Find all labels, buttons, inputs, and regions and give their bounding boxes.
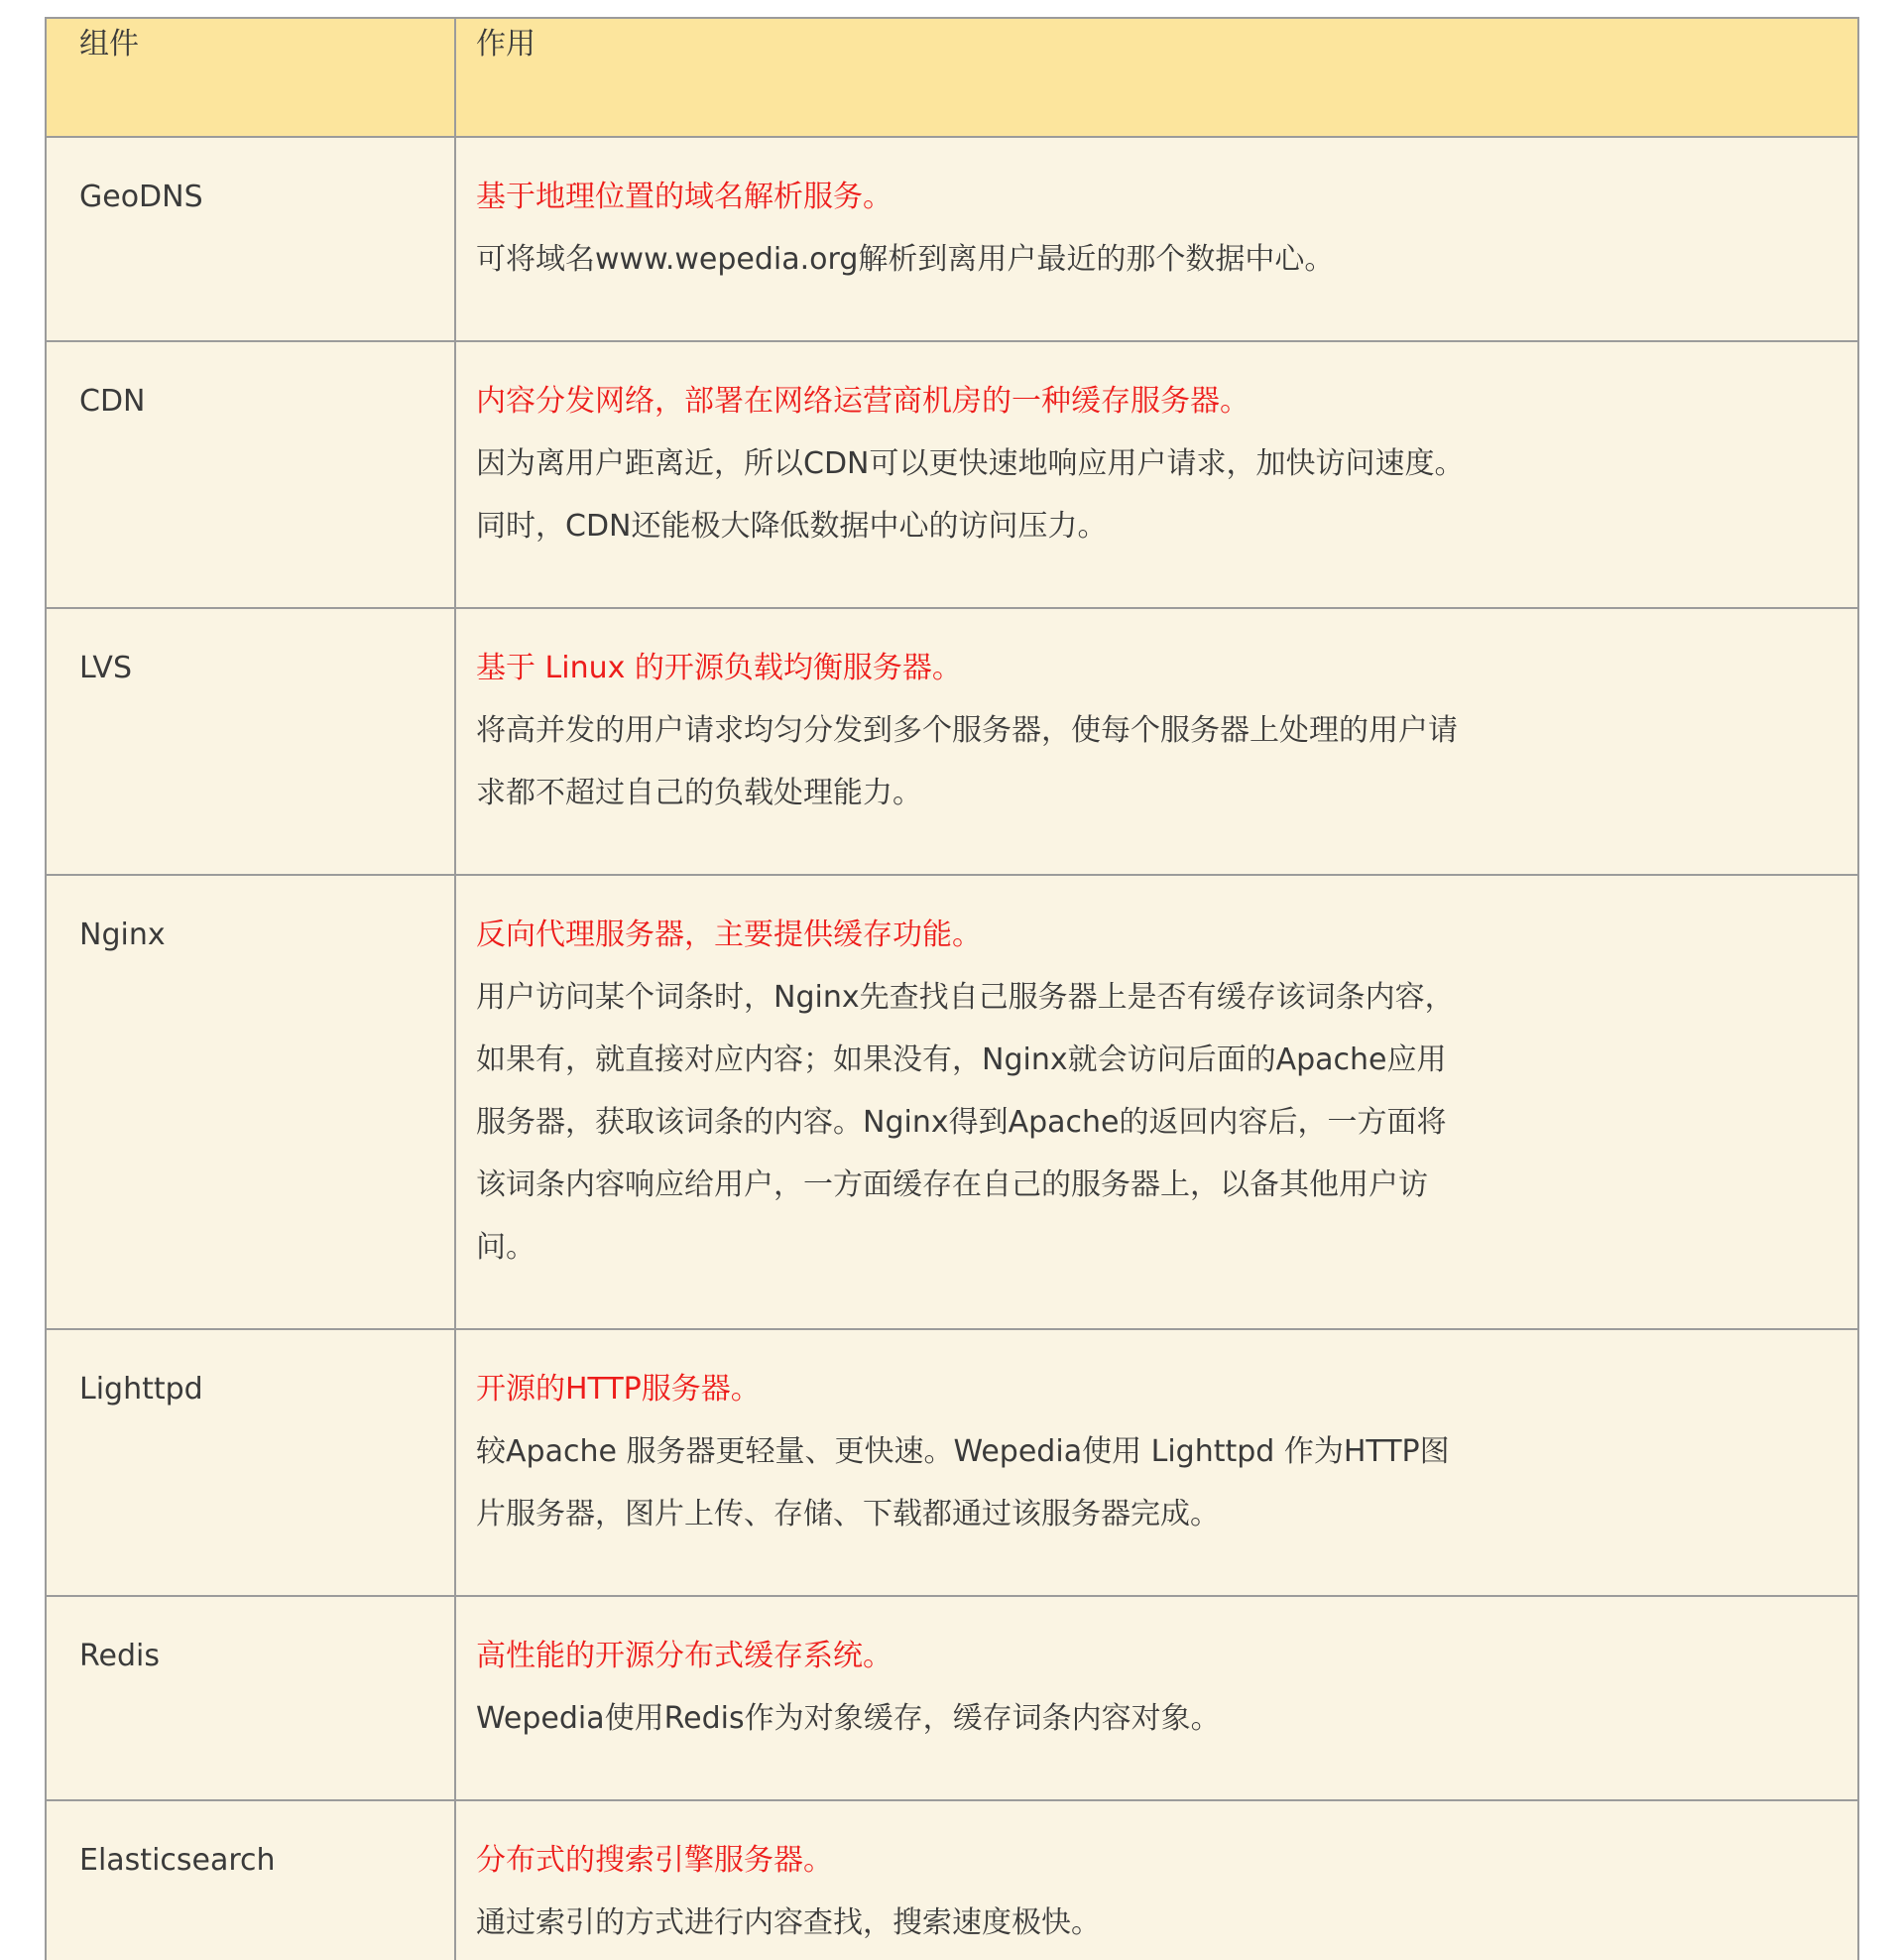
table-row-lighttpd (46, 1329, 1858, 1596)
role-detail: 较Apache 服务器更轻量、更快速。Wepedia使用 Lighttpd 作为HTTP图片服务器，图片上传、存储、下载都通过该服务器完成。 (476, 1434, 1450, 1531)
table-row-lvs (46, 608, 1858, 875)
role-detail: 因为离用户距离近，所以CDN可以更快速地响应用户请求，加快访问速度。同时，CDN还能极大降低数据中心的访问压力。 (476, 446, 1465, 544)
component-name: LVS (46, 608, 455, 875)
role-summary: 基于地理位置的域名解析服务。 (476, 180, 892, 214)
role-detail: 通过索引的方式进行内容查找，搜索速度极快。 (476, 1905, 1101, 1940)
role-summary: 开源的HTTP服务器。 (476, 1372, 761, 1407)
component-name: Lighttpd (46, 1329, 455, 1596)
table-row-elasticsearch (46, 1800, 1858, 1960)
role-detail: 将高并发的用户请求均匀分发到多个服务器，使每个服务器上处理的用户请求都不超过自己的负载处理能力。 (476, 713, 1458, 810)
component-name: Redis (46, 1596, 455, 1800)
role-summary: 基于 Linux 的开源负载均衡服务器。 (476, 651, 962, 685)
table-row-nginx (46, 875, 1858, 1329)
role-summary: 高性能的开源分布式缓存系统。 (476, 1639, 892, 1673)
role-cell (455, 1800, 1858, 1960)
role-summary: 分布式的搜索引擎服务器。 (476, 1843, 833, 1878)
role-detail: Wepedia使用Redis作为对象缓存，缓存词条内容对象。 (476, 1701, 1221, 1736)
role-cell (455, 875, 1858, 1329)
role-cell (455, 608, 1858, 875)
column-header-component: 组件 (46, 18, 455, 137)
role-detail: 可将域名www.wepedia.org解析到离用户最近的那个数据中心。 (476, 242, 1335, 277)
component-role-table (45, 17, 1859, 1960)
role-summary: 内容分发网络，部署在网络运营商机房的一种缓存服务器。 (476, 384, 1250, 419)
role-summary: 反向代理服务器，主要提供缓存功能。 (476, 918, 982, 952)
component-name: CDN (46, 341, 455, 608)
role-cell (455, 1596, 1858, 1800)
role-cell (455, 137, 1858, 341)
table-row-geodns (46, 137, 1858, 341)
role-cell (455, 341, 1858, 608)
header-row (46, 18, 1858, 137)
table-row-cdn (46, 341, 1858, 608)
table-header (46, 18, 1858, 137)
role-detail: 用户访问某个词条时，Nginx先查找自己服务器上是否有缓存该词条内容，如果有，就直接对应内容；如果没有，Nginx就会访问后面的Apache应用服务器，获取该词条的内容。Nginx得到Apache的返回内容后，一方面将该词条内容响应给用户，一方面缓存在自己的服务器上，以备其他用户访问。 (476, 980, 1455, 1265)
table-body (46, 137, 1858, 1960)
column-header-role: 作用 (455, 18, 1858, 137)
component-name: Nginx (46, 875, 455, 1329)
role-cell (455, 1329, 1858, 1596)
table-row-redis (46, 1596, 1858, 1800)
component-name: GeoDNS (46, 137, 455, 341)
component-name: Elasticsearch (46, 1800, 455, 1960)
